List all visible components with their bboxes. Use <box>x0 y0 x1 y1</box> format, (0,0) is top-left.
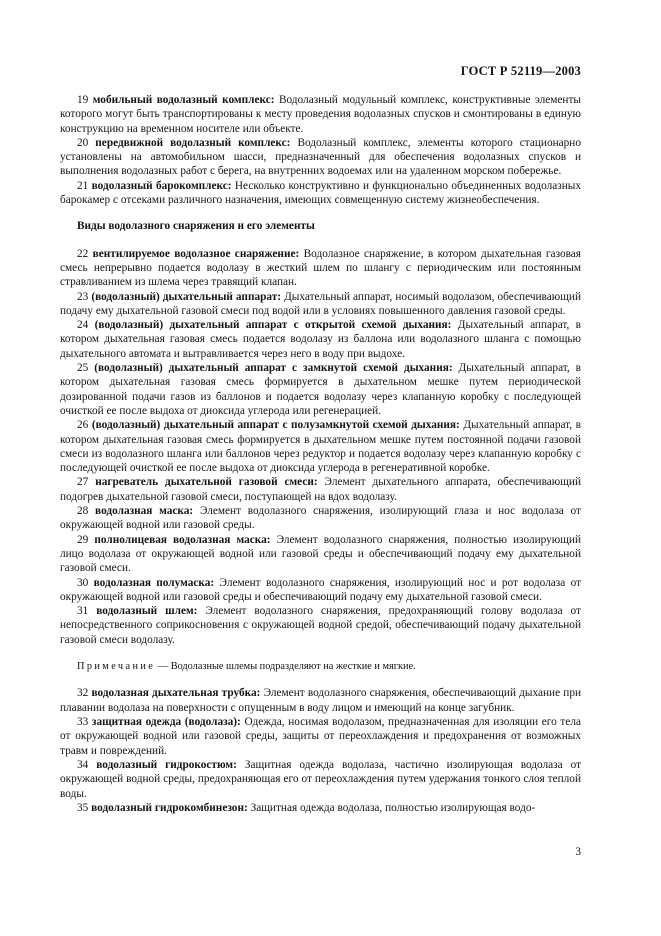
definition-term: защитная одежда (водолаза): <box>91 716 241 729</box>
definition-number: 26 <box>77 419 89 432</box>
definition-term: мобильный водолазный комплекс: <box>92 94 275 106</box>
definition-number: 28 <box>77 505 89 518</box>
definition-number: 23 <box>77 290 89 303</box>
definitions-group-bottom <box>60 686 581 815</box>
document-body <box>60 93 581 815</box>
definition-text: Элемент водолазного снаряжения, изолирующий нос и рот водолаза от окружающей водной или газовой среды и обеспечивающий подачу ему дыхательной газовой смеси. <box>60 576 582 603</box>
definition-number: 30 <box>77 576 89 589</box>
definition-paragraph <box>60 686 581 715</box>
definition-term: (водолазный) дыхательный аппарат: <box>91 290 282 303</box>
definition-term: водолазная дыхательная трубка: <box>91 687 261 700</box>
definition-paragraph <box>60 504 581 533</box>
definition-number: 20 <box>77 136 89 149</box>
definition-text: Одежда, носимая водолазом, предназначенная для изоляции его тела от окружающей водной или газовой среды, защиты от переохлаждения и предохранения от возможных травм и повреждений. <box>60 716 582 757</box>
definition-term: полнолицевая водолазная маска: <box>94 533 271 546</box>
definition-text: Водолазный модульный комплекс, конструктивные элементы которого могут быть транспортированы к месту проведения водолазных спусков и смонтированы в единую конструкцию на временном носителе или объекте. <box>60 94 581 135</box>
definition-paragraph <box>60 475 581 504</box>
definition-term: водолазный гидрокостюм: <box>96 758 237 771</box>
definition-paragraph <box>60 93 581 136</box>
definition-text: Элемент водолазного снаряжения, предохраняющий голову водолаза от непосредственного соприкосновения с окружающей водной средой, обеспечивающий подачу дыхательной газовой смеси водолазу. <box>60 605 581 646</box>
definition-term: водолазный гидрокомбинезон: <box>91 801 248 814</box>
definition-paragraph <box>60 801 581 815</box>
definition-text: Дыхательный аппарат, носимый водолазом, обеспечивающий подачу ему дыхательной газовой смеси под водой или в условиях повышенного давления газовой среды. <box>60 290 581 317</box>
definition-text: Дыхательный аппарат, в котором дыхательная газовая смесь формируется в дыхательном мешке путем постоянной подачи газовой смеси из водолазного шланга или баллонов через редуктор и подается водолазу через клапанную коробку с последующей очисткой ее после выдоха от диоксида углерода в регенеративной коробке. <box>60 419 581 475</box>
definition-paragraph <box>60 136 581 179</box>
definition-text: Защитная одежда водолаза, частично изолирующая водолаза от окружающей водной среды, предохраняющая его от переохлаждения путем удержания тонкого слоя теплой воды. <box>60 758 582 800</box>
definition-number: 35 <box>77 801 89 814</box>
definition-paragraph <box>60 318 581 361</box>
definition-number: 24 <box>77 319 89 332</box>
note <box>60 660 581 674</box>
definition-paragraph <box>60 418 581 475</box>
definition-paragraph <box>60 715 581 758</box>
definition-term: водолазный барокомплекс: <box>91 179 232 192</box>
definitions-group-middle <box>60 247 581 647</box>
section-heading: Виды водолазного снаряжения и его элементы <box>77 220 315 233</box>
definition-text: Защитная одежда водолаза, полностью изолирующая водо- <box>250 801 536 814</box>
definition-paragraph <box>60 758 581 801</box>
page-number: 3 <box>575 846 581 858</box>
definition-paragraph <box>60 361 581 418</box>
definition-text: Элемент водолазного снаряжения, обеспечивающий дыхание при плавании водолаза на поверхности с опущенным в воду лицом и имеющий на конце загубник. <box>60 687 582 714</box>
definition-term: (водолазный) дыхательный аппарат с полузамкнутой схемой дыхания: <box>91 419 460 432</box>
definition-number: 29 <box>77 533 89 546</box>
definition-text: Водолазный комплекс, элементы которого стационарно установлены на автомобильном шасси, предназначенный для обеспечения водолазных спусков и выполнения водолазных работ с берега, на внутренних водоемах или на удаленном морском побережье. <box>60 136 581 178</box>
definition-term: вентилируемое водолазное снаряжение: <box>92 247 300 260</box>
definition-number: 22 <box>77 247 89 260</box>
definition-text: Элемент водолазного снаряжения, изолирующий глаза и нос водолаза от окружающей водной или газовой среды. <box>60 505 581 532</box>
definition-text: Несколько конструктивно и функционально объединенных водолазных барокамер с отсеками различного назначения, имеющих совмещенную систему жизнеобеспечения. <box>60 179 581 207</box>
definition-paragraph <box>60 247 581 290</box>
definition-text: Дыхательный аппарат, в котором дыхательная газовая смесь подается водолазу из баллона или водолазного шланга с помощью дыхательного автомата и вытравливается через него в воду при выдохе. <box>60 319 582 360</box>
definition-number: 25 <box>77 362 89 375</box>
definition-text: Водолазное снаряжение, в котором дыхательная газовая смесь непрерывно подается водолазу в жесткий шлем по шлангу с периодическим или постоянным стравливанием из шлема через травящий клапан. <box>60 247 582 289</box>
definition-number: 21 <box>77 179 89 192</box>
definition-paragraph <box>60 179 581 208</box>
definition-number: 31 <box>77 605 89 618</box>
definition-number: 32 <box>77 687 89 700</box>
definition-term: передвижной водолазный комплекс: <box>95 136 291 149</box>
definition-paragraph <box>60 576 581 605</box>
definition-term: (водолазный) дыхательный аппарат с открытой схемой дыхания: <box>94 319 452 332</box>
definition-text: Элемент водолазного снаряжения, полностью изолирующий лицо водолаза от окружающей водной или газовой среды и обеспечивающий подачу ему дыхательной газовой смеси. <box>60 533 582 575</box>
definition-term: водолазный шлем: <box>96 605 198 618</box>
note-text: — Водолазные шлемы подразделяют на жесткие и мягкие. <box>157 660 416 672</box>
definition-number: 34 <box>77 758 89 771</box>
definition-paragraph <box>60 533 581 576</box>
definition-term: водолазная маска: <box>95 505 194 518</box>
note-label: Примечание <box>77 660 156 672</box>
definition-text: Дыхательный аппарат, в котором дыхательная газовая смесь формируется в дыхательном мешке путем периодической дозированной подачи газов из баллонов и подается водолазу через клапанную коробку с последующей очисткой ее после выдоха от диоксида углерода или регенерацией. <box>60 362 581 417</box>
definitions-group-top <box>60 93 581 207</box>
definition-number: 27 <box>77 476 89 489</box>
document-header: ГОСТ Р 52119—2003 <box>460 64 581 78</box>
definition-term: (водолазный) дыхательный аппарат с замкнутой схемой дыхания: <box>94 362 453 375</box>
definition-paragraph <box>60 604 581 647</box>
definition-number: 19 <box>77 94 89 106</box>
definition-text: Элемент дыхательного аппарата, обеспечивающий подогрев дыхательной газовой смеси, поступающей на вдох водолазу. <box>60 476 581 503</box>
definition-term: нагреватель дыхательной газовой смеси: <box>95 476 318 489</box>
definition-number: 33 <box>77 716 89 729</box>
definition-term: водолазная полумаска: <box>93 576 215 589</box>
definition-paragraph <box>60 290 581 319</box>
